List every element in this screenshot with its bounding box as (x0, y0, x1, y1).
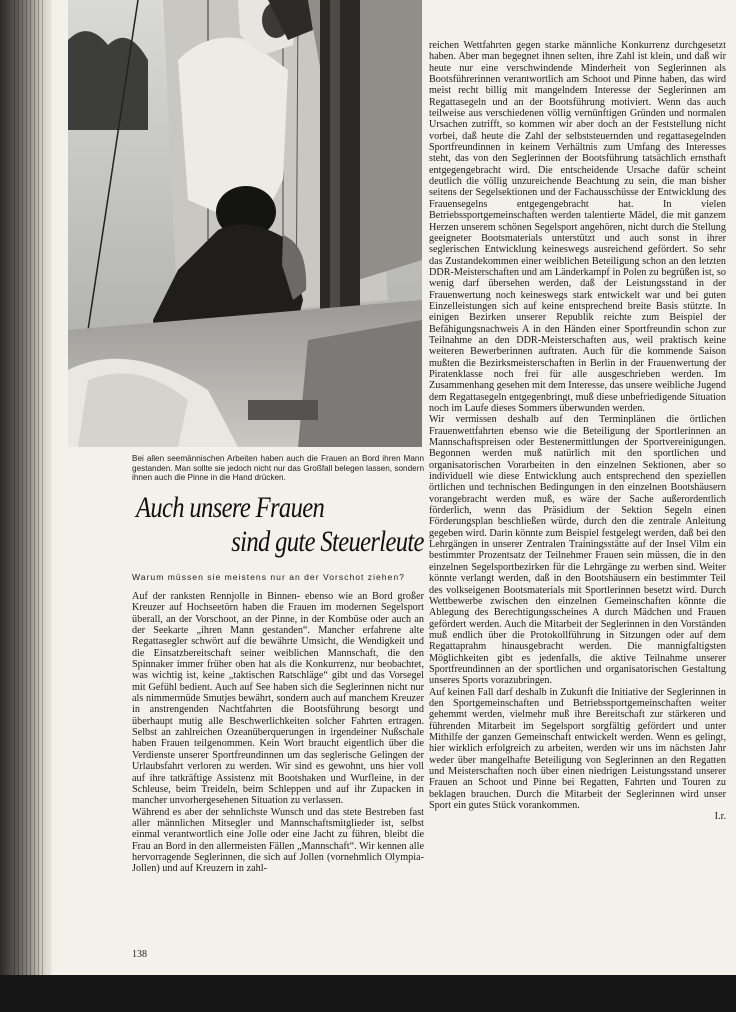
scan-border (0, 975, 736, 1012)
right-text-column (429, 40, 726, 823)
author-signature: I.r. (714, 811, 726, 823)
photo-caption: Bei allen seemännischen Arbeiten haben auch die Frauen an Bord ihren Mann gestanden. Man sollte sie jedoch nicht nur das Großfall belegen lassen, sondern ihnen auch die Pinne in die Hand drücken. (132, 454, 424, 483)
paragraph: Wir vermissen deshalb auf den Terminplänen die örtlichen Frauenwettfahrten ebenso wie die Beteiligung der Sportlerinnen an Mannschaftspreisen oder Bestenermittlungen der Sportvereinigungen. Begonnen werden muß natürlich mit den sportlichen und organisatorischen Vorarbeiten in den einzelnen Sektionen, aber so individuell wie diese Entwicklung auch entsprechend den speziellen örtlichen und technischen Bedingungen in den einzelnen Bootshäusern vorangebracht werden muß, es wäre der Sache außerordentlich förderlich, wenn das Präsidium der Sektion Segeln einen Förderungsplan beschließen würde, durch den die zentrale Anleitung gegeben wird. Darin könnte zum Beispiel festgelegt werden, daß bei den Lehrgängen in unserer Zentralen Trainingsstätte auf der Insel Vilm ein bestimmter Prozentsatz der Teilnehmer Frauen sein müssen, die in den einzelnen Segelsportbezirken für die Lehrgänge zu werben sind. Weiter könnte verlangt werden, daß in den Bootshäusern ein bestimmter Teil des volkseigenen Bootsmaterials mit Sportlerinnen besetzt wird. Durch Wettbewerbe zwischen den einzelnen Gemeinschaften könnte die Ablegung des Berechtigungsscheines A durch Mädchen und Frauen gefördert werden. Auch die Mitarbeit der Seglerinnen in den Vorständen muß endlich über die Protokollführung in Sitzungen oder auf dem Regattaprahm hinausgebracht werden. Die mannigfaltigsten Möglichkeiten gibt es jedenfalls, die aktive Teilnahme unserer Sportfreundinnen an der sportlichen und organisatorischen Gestaltung unseres Sports vorazubringen. (429, 414, 726, 687)
sailing-photo (68, 0, 422, 447)
paragraph: Während es aber der sehnlichste Wunsch und das stete Bestreben fast aller männlichen Mitsegler und Mannschaftsmitglieder ist, selbst einmal verantwortlich eine Jolle oder eine Jacht zu führen, bleibt die Frau an Bord in den allermeisten Fällen „Mannschaft“. Wir kennen alle hervorragende Seglerinnen, die sich auf Jollen (vornehmlich Olympia-Jollen) und auf Kreuzern in zahl- (132, 806, 424, 875)
book-binding (0, 0, 52, 1012)
paragraph: Auf der ranksten Rennjolle in Binnen- ebenso wie an Bord großer Kreuzer auf Hochseetörn haben die Frauen im modernen Segelsport überall, an der Vorschoot, an der Pinne, in der Kombüse oder auch an der Seekarte „ihren Mann gestanden“. Mancher erfahrene alte Regattasegler schwört auf die bewährte Umsicht, die Wendigkeit und die Einsatzbereitschaft seiner weiblichen Mannschaft, die den Spinnaker immer früher oben hat als die Konkurrenz, nur beobachtet, was wichtig ist, keine „taktischen Ratschläge“ gibt und das Vorsegel mit Gefühl bedient. Auch auf See haben sich die Seglerinnen nicht nur als nimmermüde Smutjes bewährt, sondern auch auf manchem Kreuzer in anstrengenden Nachtfahrten die Bootsführung besorgt und überhaupt mutig alle Beschwerlichkeiten solcher Fahrten ertragen. Selbst an zahlreichen Ozeanüberquerungen in irgendeiner Nußschale haben Frauen teilgenommen. Kein Wort braucht eigentlich über die Verdienste unserer Sportfreundinnen um das seglerische Gelingen der Urlaubsfahrt verloren zu werden. Wir sind es gewohnt, uns hier voll auf ihre tatkräftige Assistenz mit Bootshaken und Wurfleine, in der Schleuse, beim Treideln, beim Schleppen und auf ihr Zupacken in mancher unvorhergesehenen Situation zu verlassen. (132, 591, 424, 807)
paragraph: reichen Wettfahrten gegen starke männliche Konkurrenz durchgesetzt haben. Aber man begegnet ihnen selten, ihre Zahl ist klein, und daß wir heute nur eine verschwindende Minderheit von Seglerinnen als Bootsführerinnen verantwortlich am Schoot und Pinne haben, das wird meist recht billig mit mangelndem Interesse der Seglerinnen am Regattasegeln und an der Bootsführung motiviert. Wenn das auch teilweise aus verschiedenen völlig vernünftigen Gründen und normalen Ursachen zutrifft, so kommen wir aber doch an der Feststellung nicht vorbei, daß heute die Zahl der selbststeuernden und regattasegelnden Sportfreundinnen in keinem Verhältnis zum Umfang des Interesses steht, das von den Seglerinnen der Bootsführung tatsächlich ernsthaft entgegengebracht wird. Die entscheidende Ursache dafür scheint deutlich die völlig unzureichende Beachtung zu sein, die man bisher seitens der Segelsektionen und der Fachausschüsse der Entwicklung des Frauensegelns entgegengebracht hat. In vielen Betriebssportgemeinschaften werden talentierte Mädel, die mit ganzem Herzen unserem schönen Segelsport angehören, nicht durch die Stellung geeigneter Bootsmaterials unterstützt und auch sonst in ihrer seglerischen Entwicklung keineswegs ausreichend gefördert. So sehr das Zustandekommen einer weiblichen Beteiligung schon an den letzten DDR-Meisterschaften und am Länderkampf in Polen zu begrüßen ist, so wenig darf übersehen werden, daß der Leistungsstand in der Frauenwertung noch keineswegs stark entwickelt war und bei guten Einzelleistungen sich auf keine entsprechend breite Basis stützte. In einigen Bezirken unserer Republik reichte zum Beispiel der Befähigungsnachweis A in den Händen einer Sportfreundin schon zur Teilnahme an den DDR-Meisterschaften aus, weil praktisch keine weiteren Bewerberinnen auftraten. Auch für die kommende Saison mußten die Bezirksmeisterschaften in Berlin in der Frauenwertung der Piratenklasse noch frei für alle ausgeschrieben werden. Im Zusammenhang gesehen mit dem Interesse, das unsere weibliche Jugend dem Regattasegeln entgegenbringt, muß diese unbefriedigende Situation noch im Laufe dieses Sommers überwunden werden. (429, 40, 726, 414)
page-edges (14, 0, 44, 1012)
article-headline (132, 492, 424, 562)
left-text-column (132, 591, 424, 875)
headline-line-2: sind gute Steuerleute (231, 525, 424, 558)
article-subhead: Warum müssen sie meistens nur an der Vorschot ziehen? (132, 572, 405, 582)
page-number: 138 (132, 949, 147, 960)
paragraph: Auf keinen Fall darf deshalb in Zukunft die Initiative der Seglerinnen in den Sportgemeinschaften und Betriebssportgemeinschaften weiter gehemmt werden, vielmehr muß ihre Bereitschaft zur stärkeren und führenden Mitarbeit im Segelsport sorgfältig gefördert und unter Mithilfe der ganzen Gemeinschaft entwickelt werden. Wenn es gelingt, hier wirklich erfolgreich zu arbeiten, werden wir uns im nächsten Jahr weder über mangelhafte Beteiligung von Seglerinnen an den Regatten und Meisterschaften noch über einen niedrigen Leistungsstand unserer Frauen an Schoot und Pinne bei Regatten, Fahrten und Touren zu beklagen brauchen. Durch die Mitarbeit der Seglerinnen wird unser Sport ein gutes Stück vorankommen. (429, 686, 726, 812)
headline-line-1: Auch unsere Frauen (136, 491, 325, 524)
